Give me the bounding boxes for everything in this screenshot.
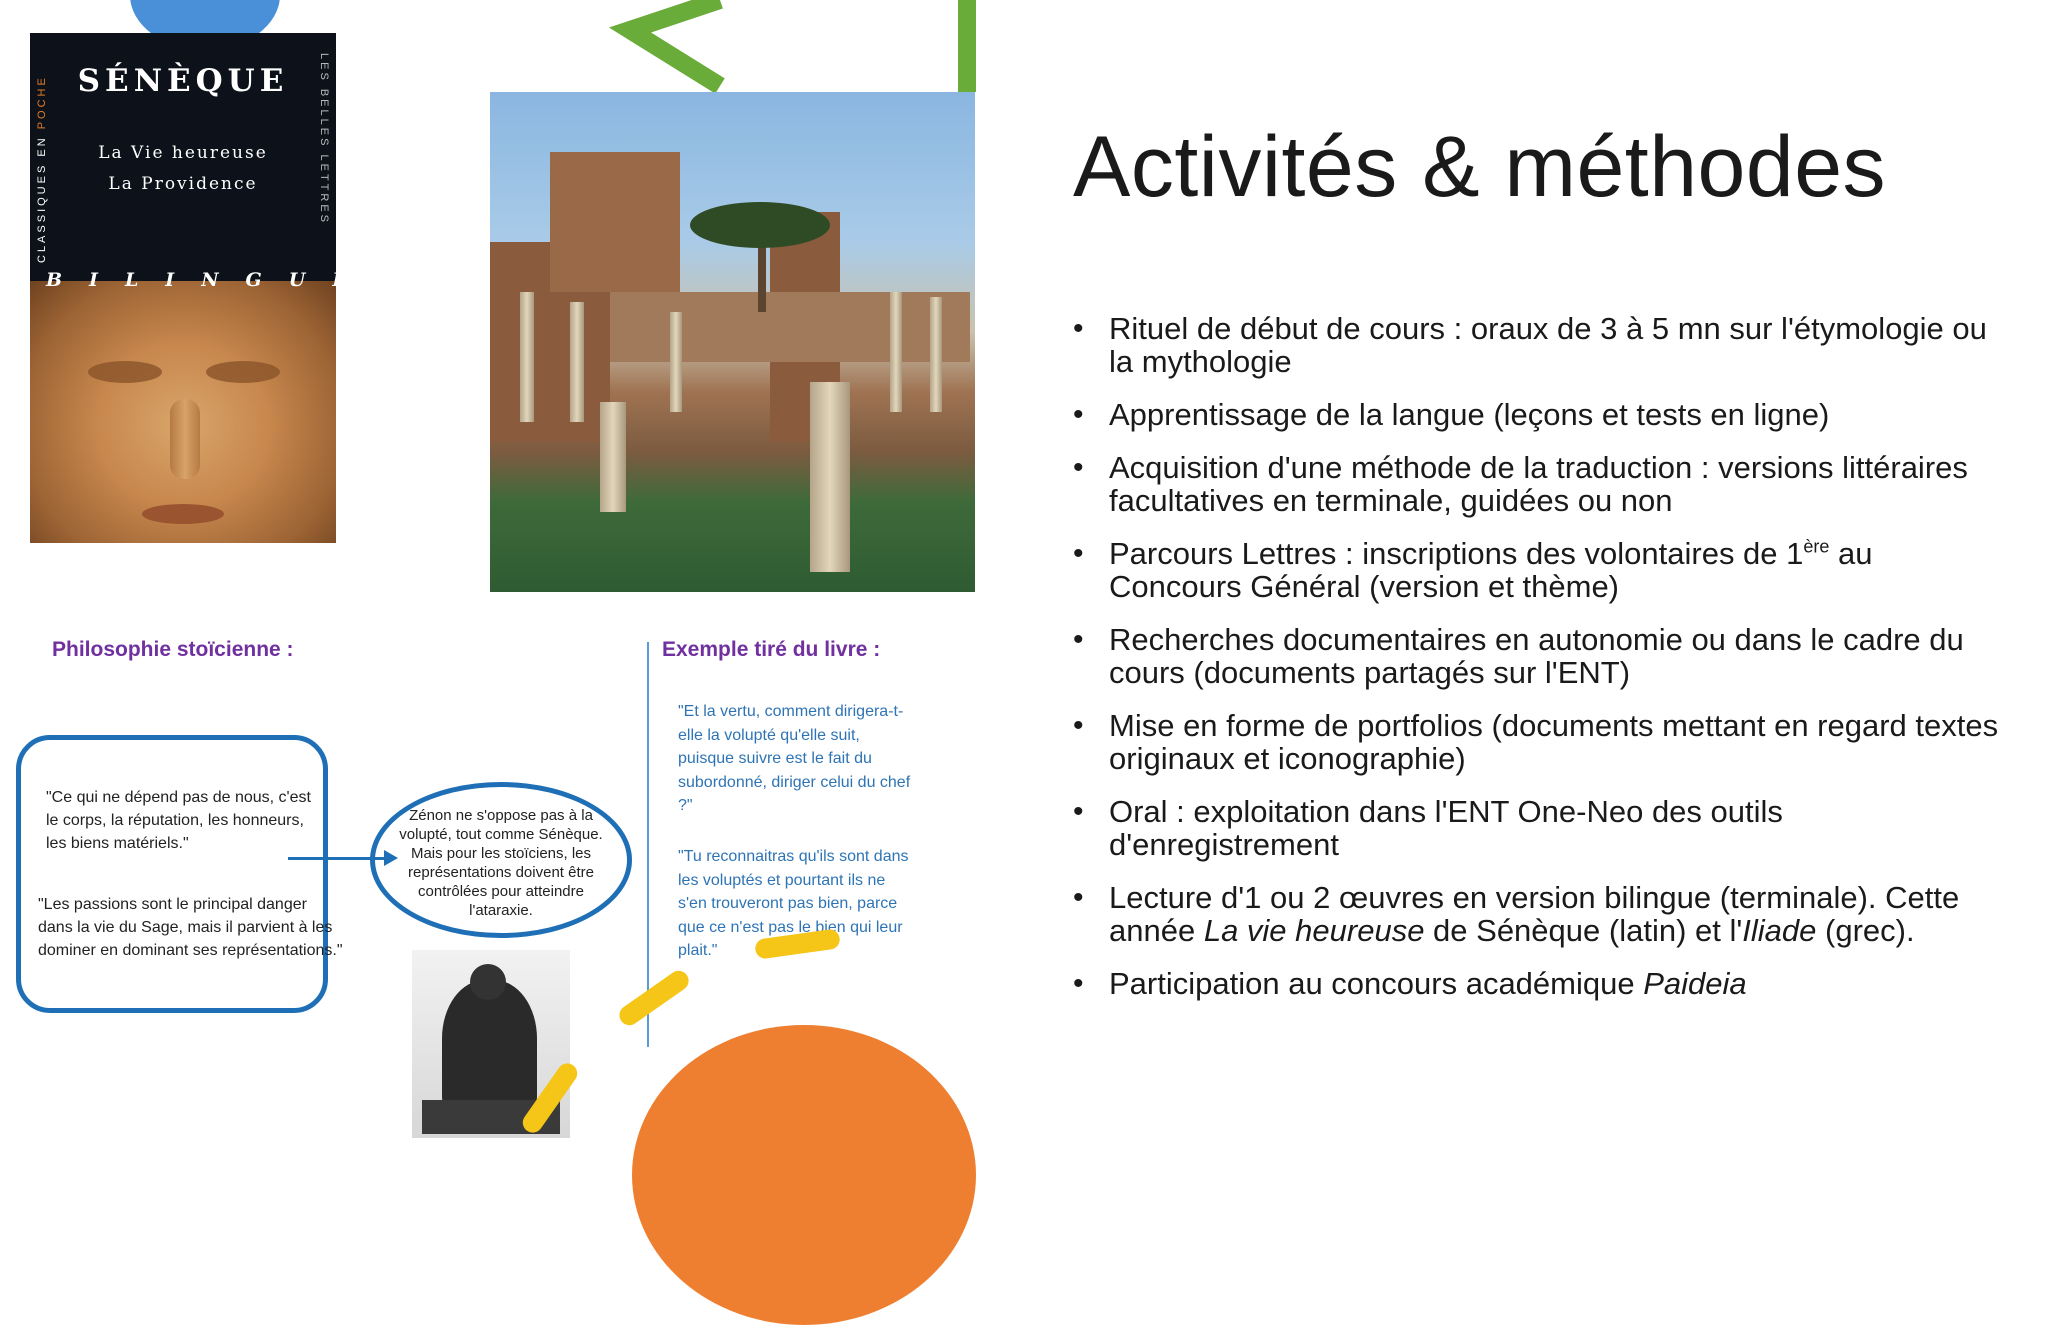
bullet-italic-title-2: Iliade: [1742, 913, 1817, 948]
bullet-text-8a: Lecture d'1 ou 2 œuvres en version bilingue (terminale). Cette année: [1109, 880, 1960, 948]
bullet-item: [1073, 451, 2013, 517]
example-quote-1: "Et la vertu, comment dirigera-t-elle la volupté qu'elle suit, puisque suivre est le fait du subordonné, diriger celui du chef ?": [678, 703, 911, 814]
book-author: SÉNÈQUE: [77, 63, 289, 99]
book-spine-left-accent: POCHE: [36, 75, 48, 130]
ruins-column: [520, 292, 534, 422]
bullet-text-8c: (grec).: [1816, 913, 1915, 948]
divider-line: [647, 642, 649, 1047]
bullet-item: [1073, 795, 2013, 861]
stoic-quote-2: "Les passions sont le principal danger dans la vie du Sage, mais il parvient à les dominer en dominant ses représentations.": [38, 896, 343, 959]
book-title-line2: La Providence: [108, 174, 258, 194]
book-bilingue-label: BILINGUE: [46, 269, 374, 291]
stoic-philosophy-heading: Philosophie stoïcienne :: [52, 638, 294, 661]
face-lips: [142, 504, 224, 524]
book-cover-image: [30, 33, 374, 543]
bullet-item: [1073, 537, 2013, 603]
face-eye-left: [88, 361, 162, 383]
stoic-quotes-box: [16, 735, 328, 1013]
example-quote-2: "Tu reconnaitras qu'ils sont dans les voluptés et pourtant ils ne s'en trouveront pas bien, parce que ce n'est pas le bien qui leur plait.": [678, 848, 909, 959]
bullet-item: [1073, 623, 2013, 689]
ruins-photo: [490, 92, 975, 592]
pine-canopy: [690, 202, 830, 248]
ruins-column: [930, 297, 942, 412]
ruins-statue-base: [600, 402, 626, 512]
thinker-head: [470, 964, 506, 1000]
bullet-text-7: Oral : exploitation dans l'ENT One-Neo des outils d'enregistrement: [1109, 794, 1783, 862]
bullet-text-9a: Participation au concours académique: [1109, 966, 1644, 1001]
bullet-text-6: Mise en forme de portfolios (documents mettant en regard textes originaux et iconographie): [1109, 708, 1999, 776]
pine-trunk: [758, 242, 766, 312]
activities-bullet-list: [1073, 312, 2013, 1020]
yellow-highlight-stroke: [615, 967, 692, 1029]
bullet-superscript: ère: [1803, 536, 1830, 557]
decorative-orange-circle: [632, 1025, 976, 1325]
ruins-arch-block: [550, 152, 680, 292]
book-spine-left-text: CLASSIQUES EN: [36, 129, 48, 263]
bullet-italic-title-1: La vie heureuse: [1203, 913, 1425, 948]
ruins-back-wall: [610, 292, 970, 362]
zenon-oval-text: Zénon ne s'oppose pas à la volupté, tout comme Sénèque. Mais pour les stoïciens, les représentations doivent être contrôlées pour atteindre l'ataraxie.: [399, 807, 603, 919]
bullet-text-3: Acquisition d'une méthode de la traduction : versions littéraires facultatives en terminale, guidées ou non: [1109, 450, 1968, 518]
seneca-face: [30, 281, 336, 543]
bullet-text-5: Recherches documentaires en autonomie ou dans le cadre du cours (documents partagés sur l'ENT): [1109, 622, 1964, 690]
ruins-column: [670, 312, 682, 412]
book-spine-left: [36, 75, 48, 263]
bullet-text-2: Apprentissage de la langue (leçons et tests en ligne): [1109, 397, 1830, 432]
bullet-item: [1073, 709, 2013, 775]
ruins-column: [890, 292, 902, 412]
book-spine-right: LES BELLES LETTRES: [318, 53, 330, 225]
bullet-text-1: Rituel de début de cours : oraux de 3 à 5 mn sur l'étymologie ou la mythologie: [1109, 311, 1987, 379]
bullet-item: [1073, 398, 2013, 431]
bullet-item: [1073, 881, 2013, 947]
bullet-text-4b: au Concours Général (version et thème): [1109, 536, 1873, 604]
bullet-text-4a: Parcours Lettres : inscriptions des volontaires de 1: [1109, 536, 1804, 571]
book-title-line1: La Vie heureuse: [98, 143, 268, 163]
face-nose: [170, 399, 200, 479]
ruins-broken-column: [810, 382, 850, 572]
decorative-green-chevron: [610, 0, 970, 100]
stoic-quote-1: "Ce qui ne dépend pas de nous, c'est le corps, la réputation, les honneurs, les biens matériels.": [46, 789, 311, 852]
face-eye-right: [206, 361, 280, 383]
ruins-column: [570, 302, 584, 422]
bullet-item: [1073, 312, 2013, 378]
bullet-text-8b: de Sénèque (latin) et l': [1424, 913, 1743, 948]
book-example-heading: Exemple tiré du livre :: [662, 638, 881, 661]
bullet-item: [1073, 967, 2013, 1000]
bullet-italic-title-3: Paideia: [1643, 966, 1747, 1001]
slide-title: Activités & méthodes: [1073, 119, 1887, 215]
